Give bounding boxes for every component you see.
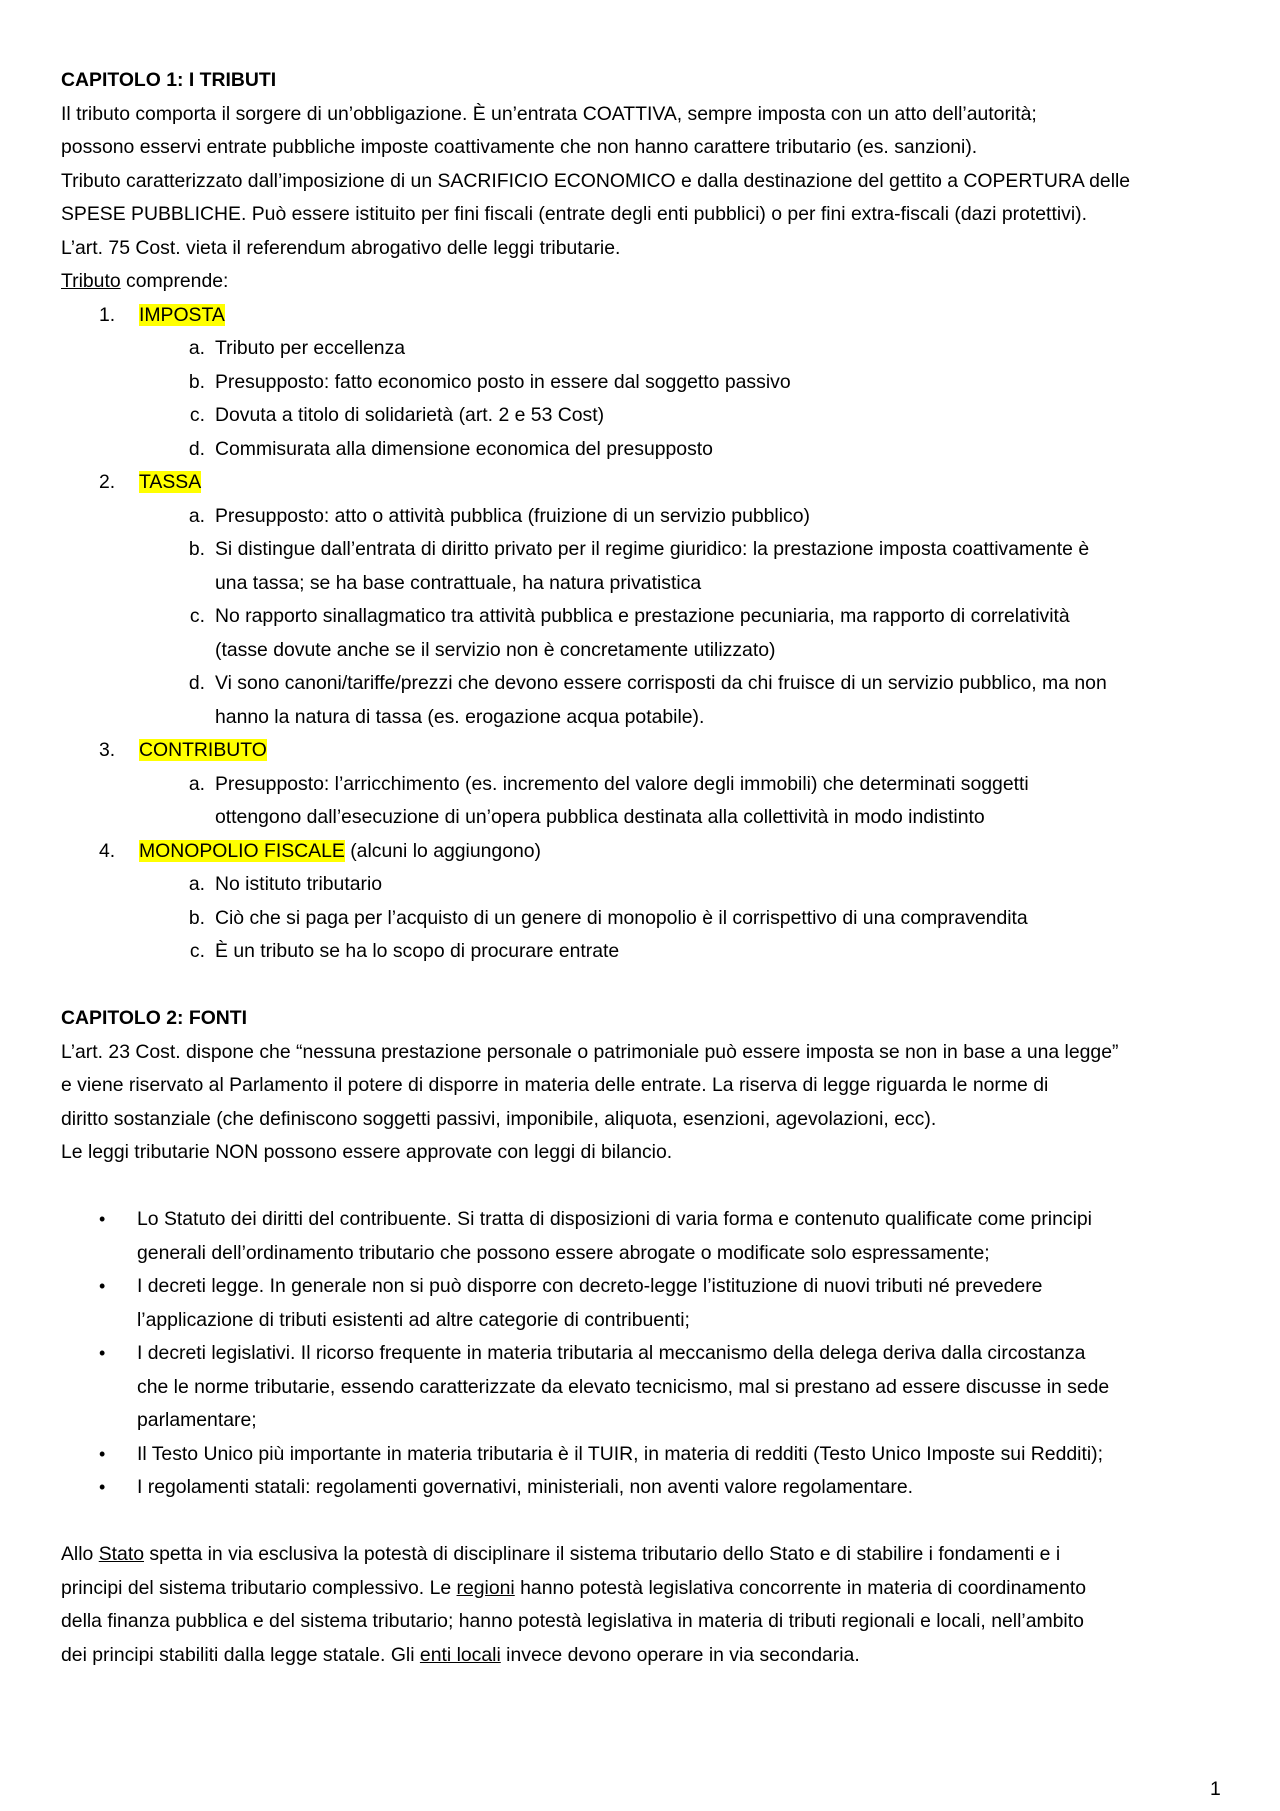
list-item-contributo <box>61 734 1241 768</box>
sub-item <box>61 868 1241 902</box>
list-item-tassa <box>61 466 1241 500</box>
sub-text: È un tributo se ha lo scopo di procurare entrate <box>215 940 620 962</box>
ch1-paragraph-3: L’art. 75 Cost. vieta il referendum abrogativo delle leggi tributarie. <box>61 236 621 259</box>
sub-text: ottengono dall’esecuzione di un’opera pubblica destinata alla collettività in modo indistinto <box>215 806 985 828</box>
list-number: 4. <box>99 839 116 862</box>
text-span: (alcuni lo aggiungono) <box>344 839 542 862</box>
text-span: Allo <box>61 1543 99 1565</box>
sub-letter: c. <box>189 404 205 426</box>
sub-letter: a. <box>188 504 205 527</box>
text-span: principi del sistema tributario complessivo. Le <box>61 1576 457 1599</box>
tributo-underlined: Tributo <box>61 270 121 292</box>
tributo-intro <box>61 265 1241 299</box>
text-span: invece devono operare in via secondaria. <box>500 1643 860 1666</box>
sub-letter: d. <box>188 437 205 460</box>
sub-letter: b. <box>188 370 205 393</box>
text-line <box>61 1639 1241 1673</box>
highlighted-term: CONTRIBUTO <box>139 739 267 761</box>
sub-text: Commisurata alla dimensione economica del presupposto <box>215 437 713 460</box>
text-line: Tributo caratterizzato dall’imposizione di un SACRIFICIO ECONOMICO e dalla destinazione del gettito a COPERTURA delle <box>61 169 1131 192</box>
list-item-monopolio <box>61 835 1241 869</box>
text-line: della finanza pubblica e del sistema tributario; hanno potestà legislativa in materia di tributi regionali e locali, nell’ambito <box>61 1610 1084 1632</box>
bullet-icon: • <box>99 1477 106 1497</box>
bullet-text: che le norme tributarie, essendo caratterizzate da elevato tecnicismo, mal si prestano ad essere discusse in sede <box>137 1375 1110 1398</box>
page-number: 1 <box>1210 1778 1221 1800</box>
spacer <box>61 1170 1241 1204</box>
underlined-term: enti locali <box>419 1643 501 1666</box>
sub-text: Tributo per eccellenza <box>215 337 406 359</box>
spacer <box>61 1505 1241 1539</box>
underlined-term: regioni <box>456 1576 515 1599</box>
spacer <box>61 969 1241 1003</box>
sub-text: Vi sono canoni/tariffe/prezzi che devono essere corrisposti da chi fruisce di un servizio pubblico, ma non <box>215 672 1107 694</box>
sub-text: Ciò che si paga per l’acquisto di un genere di monopolio è il corrispettivo di una compravendita <box>215 906 1028 929</box>
sub-item <box>61 902 1241 936</box>
bullet-item <box>61 1438 1241 1472</box>
list-number: 1. <box>99 303 116 326</box>
sub-letter: a. <box>188 337 205 359</box>
ch1-paragraph-2 <box>61 165 1241 232</box>
sub-item <box>61 667 1241 734</box>
bullet-item <box>61 1471 1241 1505</box>
document-page <box>61 64 1241 1672</box>
sub-item <box>61 366 1241 400</box>
sub-text: No istituto tributario <box>215 873 383 895</box>
sub-letter: c. <box>189 605 205 627</box>
text-line <box>61 1538 1241 1572</box>
sub-item <box>61 399 1241 433</box>
sub-text: No rapporto sinallagmatico tra attività pubblica e prestazione pecuniaria, ma rapporto di correlatività <box>215 605 1070 627</box>
sub-letter: a. <box>188 772 205 795</box>
ch2-paragraph-2: Le leggi tributarie NON possono essere approvate con leggi di bilancio. <box>61 1141 673 1163</box>
chapter-1-title: CAPITOLO 1: I TRIBUTI <box>61 69 277 91</box>
text-line: e viene riservato al Parlamento il potere di disporre in materia delle entrate. La riserva di legge riguarda le norme di <box>61 1074 1049 1096</box>
sub-letter: d. <box>188 672 205 694</box>
sub-item <box>61 533 1241 600</box>
bullet-item <box>61 1337 1241 1438</box>
ch2-closing-paragraph <box>61 1538 1241 1672</box>
sub-letter: a. <box>188 873 205 895</box>
sub-letter: b. <box>188 906 205 929</box>
text-span: dei principi stabiliti dalla legge statale. Gli <box>61 1643 420 1666</box>
bullet-text: parlamentare; <box>137 1409 257 1431</box>
sub-item <box>61 433 1241 467</box>
sub-letter: b. <box>188 538 205 560</box>
ch2-paragraph-1 <box>61 1036 1241 1137</box>
sub-item <box>61 768 1241 835</box>
list-number: 2. <box>99 471 116 493</box>
sub-item <box>61 600 1241 667</box>
sub-text: hanno la natura di tassa (es. erogazione acqua potabile). <box>215 705 705 728</box>
bullet-text: Lo Statuto dei diritti del contribuente. Si tratta di disposizioni di varia forma e contenuto qualificate come principi <box>137 1208 1092 1230</box>
bullet-icon: • <box>99 1443 106 1464</box>
bullet-text: I decreti legislativi. Il ricorso frequente in materia tributaria al meccanismo della delega deriva dalla circostanza <box>137 1342 1086 1364</box>
underlined-term: Stato <box>98 1543 145 1565</box>
bullet-text: generali dell’ordinamento tributario che possono essere abrogate o modificate solo espressamente; <box>137 1241 990 1264</box>
text-line <box>61 1572 1241 1606</box>
list-item-imposta <box>61 299 1241 333</box>
text-line: diritto sostanziale (che definiscono soggetti passivi, imponibile, aliquota, esenzioni, agevolazioni, ecc). <box>61 1107 937 1130</box>
sub-text: Presupposto: l’arricchimento (es. incremento del valore degli immobili) che determinati soggetti <box>215 772 1029 795</box>
sub-text: Presupposto: fatto economico posto in essere dal soggetto passivo <box>215 370 791 393</box>
ch1-paragraph-1 <box>61 98 1241 165</box>
sub-item <box>61 935 1241 969</box>
text-span: spetta in via esclusiva la potestà di disciplinare il sistema tributario dello Stato e di stabilire i fondamenti e i <box>144 1543 1061 1565</box>
bullet-text: I regolamenti statali: regolamenti governativi, ministeriali, non aventi valore regolamentare. <box>137 1476 914 1498</box>
sub-item <box>61 500 1241 534</box>
sub-letter: c. <box>189 940 205 962</box>
sub-text: Si distingue dall’entrata di diritto privato per il regime giuridico: la prestazione imposta coattivamente è <box>215 538 1090 560</box>
sub-text: Presupposto: atto o attività pubblica (fruizione di un servizio pubblico) <box>215 504 810 527</box>
text-span: hanno potestà legislativa concorrente in materia di coordinamento <box>514 1576 1087 1599</box>
text-line: L’art. 23 Cost. dispone che “nessuna prestazione personale o patrimoniale può essere imposta se non in base a una legge” <box>61 1040 1119 1063</box>
sub-item <box>61 332 1241 366</box>
bullet-text: Il Testo Unico più importante in materia tributaria è il TUIR, in materia di redditi (Testo Unico Imposte sui Redditi); <box>137 1442 1103 1465</box>
text-span: comprende: <box>120 270 229 292</box>
text-line: SPESE PUBBLICHE. Può essere istituito per fini fiscali (entrate degli enti pubblici) o per fini extra-fiscali (dazi protettivi). <box>61 203 1087 225</box>
bullet-item <box>61 1203 1241 1270</box>
bullet-icon: • <box>99 1209 106 1229</box>
highlighted-term: IMPOSTA <box>139 303 225 326</box>
bullet-text: I decreti legge. In generale non si può disporre con decreto-legge l’istituzione di nuovi tributi né prevedere <box>137 1275 1043 1297</box>
sub-text: una tassa; se ha base contrattuale, ha natura privatistica <box>215 571 702 594</box>
bullet-icon: • <box>99 1276 106 1296</box>
highlighted-term: TASSA <box>139 471 202 493</box>
bullet-icon: • <box>99 1343 106 1363</box>
bullet-text: l’applicazione di tributi esistenti ad altre categorie di contribuenti; <box>137 1308 690 1331</box>
highlighted-term: MONOPOLIO FISCALE <box>139 839 345 862</box>
text-line: Il tributo comporta il sorgere di un’obbligazione. È un’entrata COATTIVA, sempre imposta con un atto dell’autorità; <box>61 102 1037 125</box>
sub-text: Dovuta a titolo di solidarietà (art. 2 e 53 Cost) <box>215 404 605 426</box>
bullet-item <box>61 1270 1241 1337</box>
text-line: possono esservi entrate pubbliche imposte coattivamente che non hanno carattere tributario (es. sanzioni). <box>61 136 978 158</box>
sub-text: (tasse dovute anche se il servizio non è concretamente utilizzato) <box>215 638 776 661</box>
chapter-2-title: CAPITOLO 2: FONTI <box>61 1007 248 1029</box>
list-number: 3. <box>99 739 116 761</box>
